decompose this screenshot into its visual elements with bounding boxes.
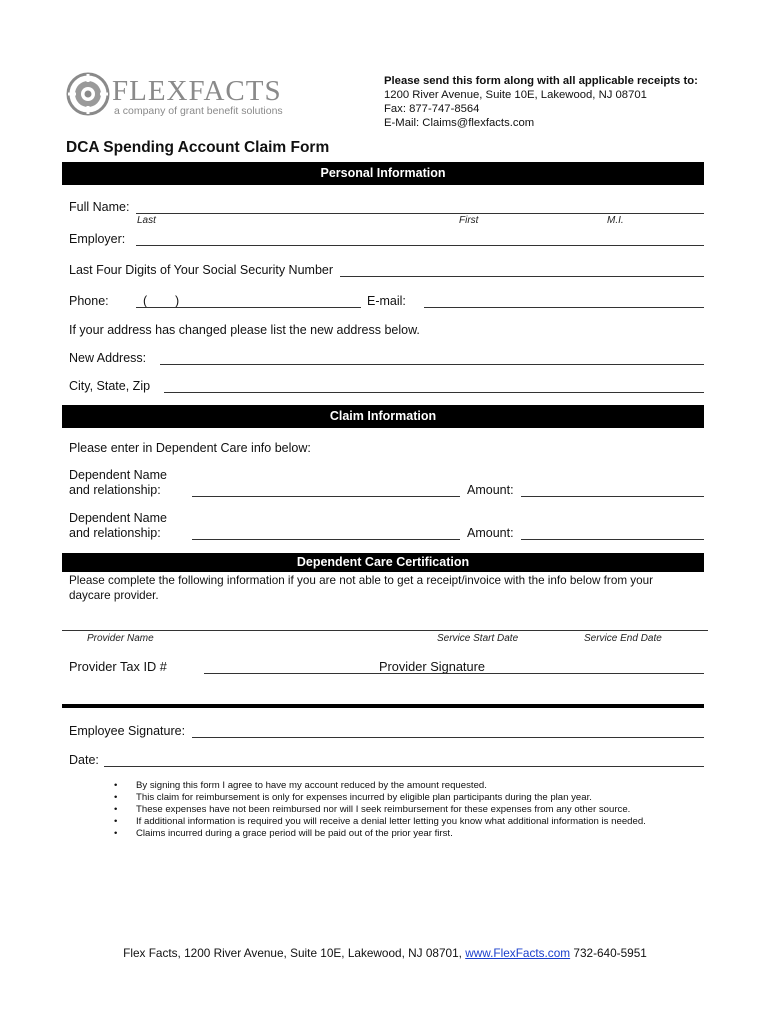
footer-phone: 732-640-5951 xyxy=(570,946,647,960)
ssn-field[interactable] xyxy=(340,276,704,277)
section-dependent-care-certification: Dependent Care Certification xyxy=(62,553,704,572)
dependent-2-amount-label: Amount: xyxy=(467,526,514,540)
bullet-icon: • xyxy=(114,804,118,815)
provider-name-caption: Provider Name xyxy=(87,633,154,644)
city-state-zip-label: City, State, Zip xyxy=(69,379,151,393)
claim-intro: Please enter in Dependent Care info below: xyxy=(69,441,311,455)
full-name-field[interactable] xyxy=(136,213,704,214)
dependent-1-amount-field[interactable] xyxy=(521,496,704,497)
certification-intro-line-1: Please complete the following information if you are not able to get a receipt/invoice with the info below from your xyxy=(69,574,654,587)
footer-website-link[interactable]: www.FlexFacts.com xyxy=(465,946,571,960)
bullet-icon: • xyxy=(114,792,118,803)
email-field[interactable] xyxy=(424,307,704,308)
provider-signature-label: Provider Signature xyxy=(379,659,485,674)
ssn-label: Last Four Digits of Your Social Security Number xyxy=(69,263,334,277)
section-divider xyxy=(62,704,704,708)
logo-wordmark: FLEXFACTS xyxy=(112,75,282,107)
bullet-icon: • xyxy=(114,816,118,827)
dependent-name-text: Dependent Name xyxy=(69,511,167,525)
service-end-caption: Service End Date xyxy=(584,633,662,644)
middle-initial-caption: M.I. xyxy=(607,215,624,226)
employer-label: Employer: xyxy=(69,232,126,246)
phone-field[interactable] xyxy=(136,307,361,308)
logo-compass-icon xyxy=(66,72,110,116)
dependent-1-name-field[interactable] xyxy=(192,496,460,497)
provider-tax-id-field[interactable] xyxy=(204,673,704,674)
phone-area-code-parens: ( ) xyxy=(143,294,180,308)
certification-intro-line-2: daycare provider. xyxy=(69,588,159,602)
mailing-address: 1200 River Avenue, Suite 10E, Lakewood, NJ 08701 xyxy=(384,89,647,101)
date-field[interactable] xyxy=(104,766,704,767)
email-label: E-mail: xyxy=(367,294,406,308)
fax-number: Fax: 877-747-8564 xyxy=(384,103,480,115)
phone-label: Phone: xyxy=(69,294,109,308)
certification-intro xyxy=(69,574,653,603)
bullet-icon: • xyxy=(114,780,118,791)
new-address-label: New Address: xyxy=(69,351,147,365)
provider-info-field[interactable] xyxy=(62,630,708,631)
service-start-caption: Service Start Date xyxy=(437,633,519,644)
send-heading: Please send this form along with all applicable receipts to: xyxy=(384,75,698,87)
employer-field[interactable] xyxy=(136,245,704,246)
section-personal-information: Personal Information xyxy=(62,162,704,185)
footer-address: Flex Facts, 1200 River Avenue, Suite 10E, Lakewood, NJ 08701, xyxy=(123,946,466,960)
footer xyxy=(0,946,770,960)
logo-tagline: a company of grant benefit solutions xyxy=(114,105,283,117)
dependent-2-name-field[interactable] xyxy=(192,539,460,540)
last-name-caption: Last xyxy=(137,215,156,226)
dependent-2-label xyxy=(69,511,167,541)
employee-signature-label: Employee Signature: xyxy=(69,724,186,738)
dependent-1-label xyxy=(69,468,167,498)
full-name-label: Full Name: xyxy=(69,200,130,214)
mailing-instructions xyxy=(384,74,698,130)
form-title: DCA Spending Account Claim Form xyxy=(66,139,330,156)
provider-tax-id-label: Provider Tax ID # xyxy=(69,659,167,674)
dependent-name-text: Dependent Name xyxy=(69,468,167,482)
bullet-icon: • xyxy=(114,828,118,839)
new-address-field[interactable] xyxy=(160,364,704,365)
claims-email: E-Mail: Claims@flexfacts.com xyxy=(384,117,535,129)
dependent-1-amount-label: Amount: xyxy=(467,483,514,497)
relationship-text: and relationship: xyxy=(69,526,161,540)
relationship-text: and relationship: xyxy=(69,483,161,497)
first-name-caption: First xyxy=(459,215,479,226)
employee-signature-field[interactable] xyxy=(192,737,704,738)
city-state-zip-field[interactable] xyxy=(164,392,704,393)
section-claim-information: Claim Information xyxy=(62,405,704,428)
company-logo xyxy=(66,72,283,120)
address-changed-note: If your address has changed please list the new address below. xyxy=(69,323,420,337)
date-label: Date: xyxy=(69,753,99,767)
dependent-2-amount-field[interactable] xyxy=(521,539,704,540)
